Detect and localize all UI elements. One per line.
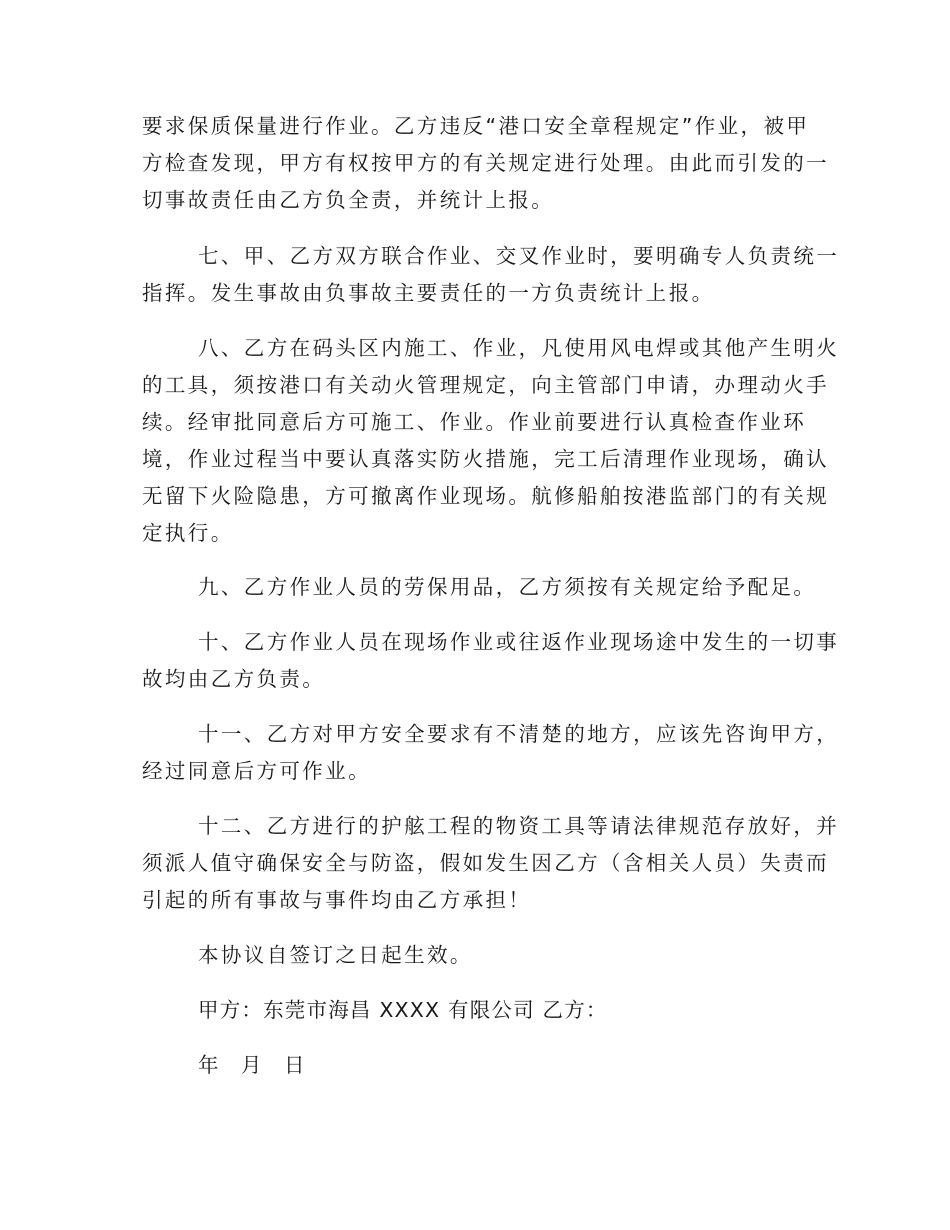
- paragraph-6-line-3: 切事故责任由乙方负全责，并统计上报。: [142, 188, 555, 212]
- clause-12-line-1: 十二、乙方进行的护舷工程的物资工具等请法律规范存放好，并: [198, 814, 840, 838]
- clause-9-line-1: 九、乙方作业人员的劳保用品，乙方须按有关规定给予配足。: [198, 575, 817, 599]
- clause-8-line-4: 境，作业过程当中要认真落实防火措施，完工后清理作业现场，确认: [142, 447, 829, 471]
- clause-7-line-2: 指挥。发生事故由负事故主要责任的一方负责统计上报。: [142, 281, 715, 305]
- signature-date: 年 月 日: [198, 1053, 313, 1077]
- clause-11-line-1: 十一、乙方对甲方安全要求有不清楚的地方，应该先咨询甲方，: [198, 722, 840, 746]
- clause-8-line-3: 续。经审批同意后方可施工、作业。作业前要进行认真检查作业环: [142, 410, 807, 434]
- clause-11-line-2: 经过同意后方可作业。: [142, 759, 371, 783]
- clause-8-line-1: 八、乙方在码头区内施工、作业，凡使用风电焊或其他产生明火: [198, 336, 840, 360]
- clause-12-line-3: 引起的所有事故与事件均由乙方承担！: [142, 888, 532, 912]
- clause-10-line-2: 故均由乙方负责。: [142, 667, 326, 691]
- clause-7-line-1: 七、甲、乙方双方联合作业、交叉作业时，要明确专人负责统一: [198, 244, 840, 268]
- clause-10-line-1: 十、乙方作业人员在现场作业或往返作业现场途中发生的一切事: [198, 630, 840, 654]
- paragraph-6-line-2: 方检查发现，甲方有权按甲方的有关规定进行处理。由此而引发的一: [142, 151, 829, 175]
- clause-8-line-6: 定执行。: [142, 521, 234, 545]
- clause-12-line-2: 须派人值守确保安全与防盗，假如发生因乙方（含相关人员）失责而: [142, 851, 829, 875]
- effective-clause: 本协议自签订之日起生效。: [198, 943, 473, 967]
- paragraph-6-line-1: 要求保质保量进行作业。乙方违反“港口安全章程规定”作业，被甲: [142, 114, 810, 138]
- clause-8-line-5: 无留下火险隐患，方可撤离作业现场。航修船舶按港监部门的有关规: [142, 484, 829, 508]
- signature-parties: 甲方：东莞市海昌 XXXX 有限公司 乙方：: [198, 998, 608, 1022]
- clause-8-line-2: 的工具，须按港口有关动火管理规定，向主管部门申请，办理动火手: [142, 373, 829, 397]
